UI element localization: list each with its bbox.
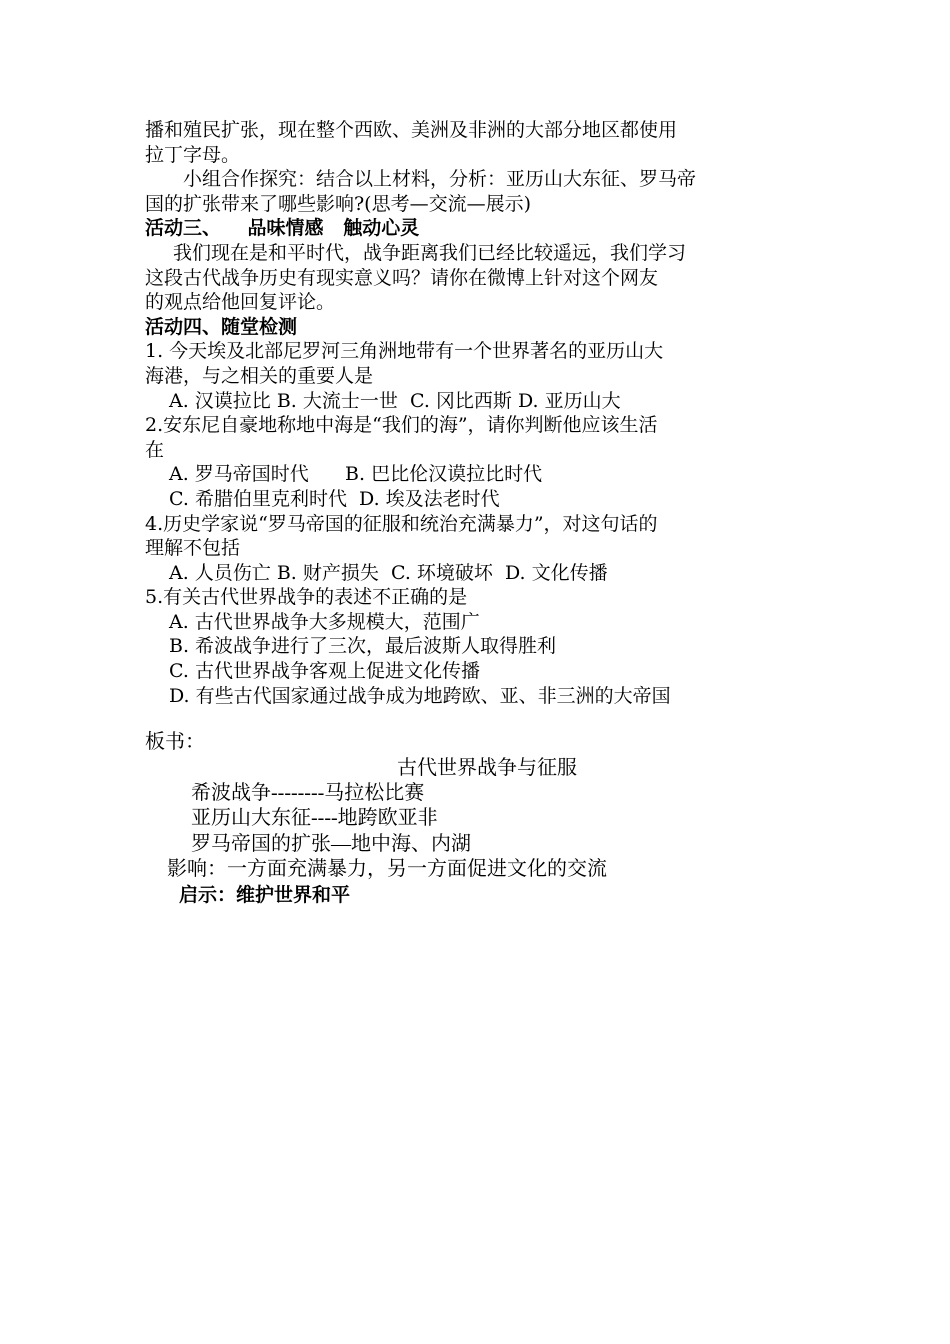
q5-option-b: B. 希波战争进行了三次，最后波斯人取得胜利 bbox=[169, 635, 557, 658]
board-label: 板书： bbox=[145, 731, 205, 754]
intro-line-2: 拉丁字母。 bbox=[145, 143, 241, 166]
board-item-1: 希波战争--------马拉松比赛 bbox=[191, 782, 425, 805]
q5-stem: 5.有关古代世界战争的表述不正确的是 bbox=[145, 586, 468, 609]
activity4-heading: 活动四、随堂检测 bbox=[145, 315, 298, 338]
intro-line-1: 播和殖民扩张，现在整个西欧、美洲及非洲的大部分地区都使用 bbox=[145, 119, 678, 141]
board-item-3: 罗马帝国的扩张—地中海、内湖 bbox=[191, 832, 471, 855]
activity3-text-1: 我们现在是和平时代，战争距离我们已经比较遥远，我们学习 bbox=[173, 241, 687, 264]
q4-stem-1: 4.历史学家说“罗马帝国的征服和统治充满暴力”，对这句话的 bbox=[145, 512, 658, 535]
board-insight: 启示：维护世界和平 bbox=[179, 884, 351, 906]
q2-stem-1: 2.安东尼自豪地称地中海是“我们的海”，请你判断他应该生活 bbox=[145, 414, 658, 437]
board-title: 古代世界战争与征服 bbox=[397, 756, 577, 779]
q2-options-1: A. 罗马帝国时代 B. 巴比伦汉谟拉比时代 bbox=[169, 463, 543, 486]
q5-option-a: A. 古代世界战争大多规模大，范围广 bbox=[169, 610, 480, 633]
group-inquiry-line-2: 国的扩张带来了哪些影响?(思考—交流—展示) bbox=[145, 192, 532, 215]
q1-stem-2: 海港，与之相关的重要人是 bbox=[145, 364, 374, 387]
activity3-text-3: 的观点给他回复评论。 bbox=[145, 291, 336, 314]
board-item-2: 亚历山大东征----地跨欧亚非 bbox=[191, 807, 438, 830]
document-page bbox=[145, 118, 815, 908]
q2-stem-2: 在 bbox=[145, 438, 165, 461]
q2-options-2: C. 希腊伯里克利时代 D. 埃及法老时代 bbox=[169, 487, 500, 510]
activity3-text-2: 这段古代战争历史有现实意义吗？请你在微博上针对这个网友 bbox=[145, 266, 659, 289]
q4-stem-2: 理解不包括 bbox=[145, 537, 241, 560]
activity3-heading: 活动三、 品味情感 触动心灵 bbox=[145, 217, 420, 240]
q5-option-d: D. 有些古代国家通过战争成为地跨欧、亚、非三洲的大帝国 bbox=[169, 684, 671, 707]
q1-stem-1: 1. 今天埃及北部尼罗河三角洲地带有一个世界著名的亚历山大 bbox=[145, 340, 664, 363]
section-spacer bbox=[145, 708, 815, 730]
group-inquiry-line-1: 小组合作探究：结合以上材料，分析：亚历山大东征、罗马帝 bbox=[183, 168, 697, 191]
board-effect: 影响：一方面充满暴力，另一方面促进文化的交流 bbox=[167, 858, 607, 881]
q5-option-c: C. 古代世界战争客观上促进文化传播 bbox=[169, 660, 480, 683]
q4-options: A. 人员伤亡 B. 财产损失 C. 环境破坏 D. 文化传播 bbox=[169, 561, 608, 584]
q1-options: A. 汉谟拉比 B. 大流士一世 C. 冈比西斯 D. 亚历山大 bbox=[169, 389, 621, 412]
